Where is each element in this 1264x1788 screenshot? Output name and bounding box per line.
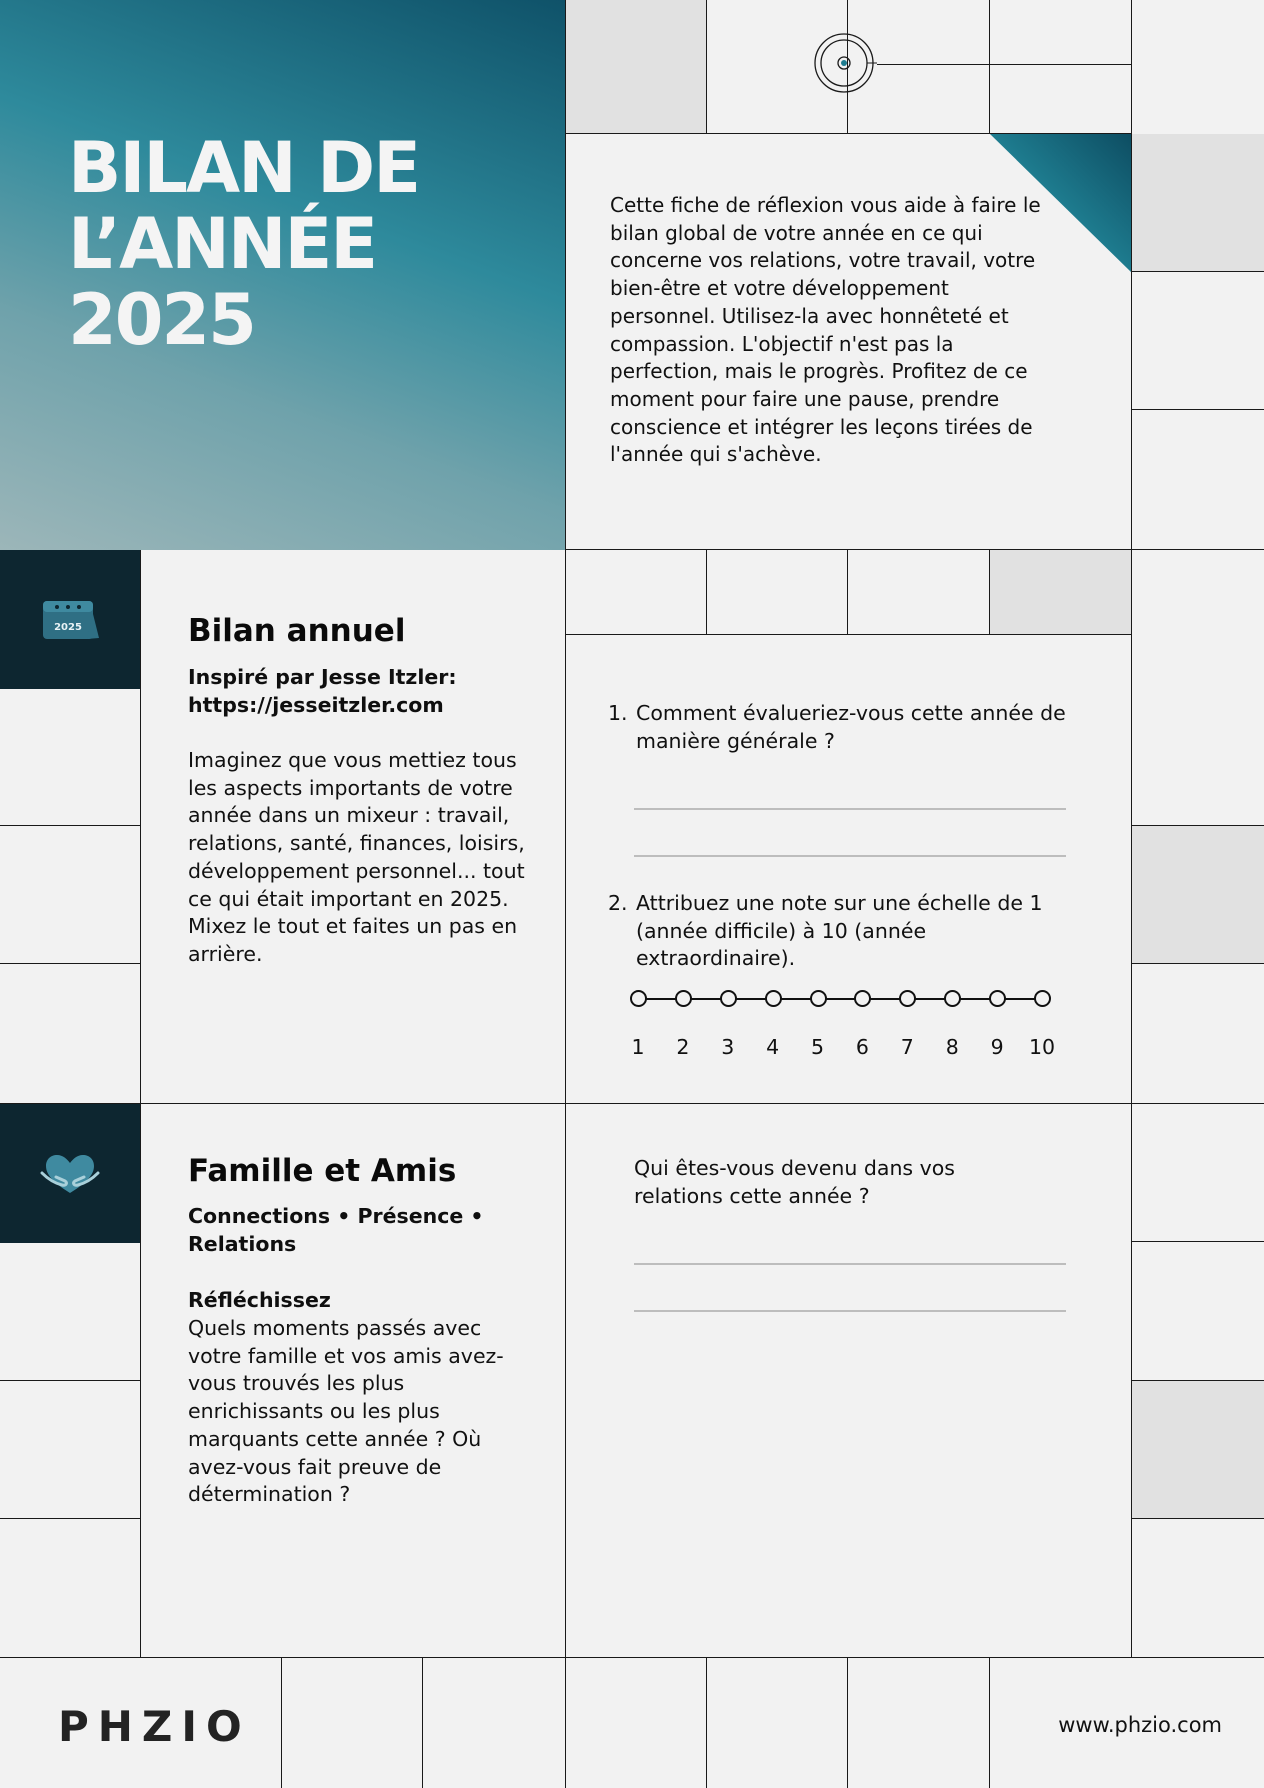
scale-number: 1 — [631, 1035, 645, 1059]
grid-line — [565, 549, 1264, 550]
section-body: Quels moments passés avec votre famille et vos amis avez-vous trouvés les plus enrichissants ou les plus marquants cette année ? Où avez-vous fait preuve de détermination ? — [188, 1316, 504, 1507]
grid-line — [1132, 825, 1264, 826]
question-1 — [608, 700, 1076, 755]
grid-line — [989, 0, 990, 133]
grid-line — [1131, 0, 1132, 1657]
scale-dot[interactable] — [810, 990, 827, 1007]
grid-line — [0, 1103, 1264, 1104]
scale-dot[interactable] — [1034, 990, 1051, 1007]
grid-line — [1132, 271, 1264, 272]
title-line: L’ANNÉE — [68, 203, 377, 285]
grid-line — [847, 550, 848, 634]
scale-dot[interactable] — [944, 990, 961, 1007]
grid-line — [1132, 963, 1264, 964]
scale-dot[interactable] — [675, 990, 692, 1007]
grid-line — [0, 825, 140, 826]
section-body: Imaginez que vous mettiez tous les aspects importants de votre année dans un mixeur : travail, relations, santé, finances, loisirs, développement personnel... tout ce qui était important en 2025. Mixez le tout et faites un pas en arrière. — [188, 748, 525, 966]
scale-dot[interactable] — [989, 990, 1006, 1007]
answer-line[interactable] — [634, 1310, 1066, 1312]
scale-number: 7 — [900, 1035, 914, 1059]
scale-dot[interactable] — [854, 990, 871, 1007]
heart-hands-icon — [40, 1149, 100, 1199]
grid-line — [565, 0, 566, 1788]
grid-line — [706, 550, 707, 634]
question-number: 2. — [608, 891, 628, 915]
section-subtitle: Connections • Présence • Relations — [188, 1204, 484, 1256]
question-2 — [608, 890, 1056, 973]
grid-line — [0, 1657, 1264, 1658]
grid-line — [877, 64, 990, 65]
grid-cell-shade — [1132, 134, 1264, 271]
scale-dot[interactable] — [765, 990, 782, 1007]
website-link[interactable]: www.phzio.com — [1058, 1713, 1222, 1737]
grid-line — [990, 64, 1131, 65]
grid-line — [1132, 1241, 1264, 1242]
rating-scale — [630, 990, 1070, 1070]
grid-line — [566, 133, 1131, 134]
grid-line — [140, 550, 141, 1657]
scale-number: 8 — [945, 1035, 959, 1059]
answer-line[interactable] — [634, 855, 1066, 857]
page-title — [68, 127, 420, 361]
brand-logo: PHZIO — [58, 1702, 251, 1751]
scale-line — [638, 998, 1042, 1000]
grid-line — [0, 963, 140, 964]
grid-line — [1132, 1380, 1264, 1381]
grid-line — [0, 1518, 140, 1519]
section-icon-box — [0, 1104, 140, 1243]
section-subtitle — [188, 664, 528, 719]
grid-line — [847, 96, 848, 133]
grid-line — [989, 1657, 990, 1788]
grid-line — [706, 0, 707, 133]
question-text: Attribuez une note sur une échelle de 1 (année difficile) à 10 (année extraordinaire). — [636, 891, 1043, 971]
grid-cell-shade — [990, 550, 1131, 634]
grid-line — [422, 1657, 423, 1788]
intro-text: Cette fiche de réflexion vous aide à faire le bilan global de votre année en ce qui concerne vos relations, votre travail, votre bien-être et votre développement personnel. Utilisez-la avec honnêteté et compassion. L'objectif n'est pas la perfection, mais le progrès. Profitez de ce moment pour faire une pause, prendre conscience et intégrer les leçons tirées de l'année qui s'achève. — [610, 193, 1041, 467]
grid-line — [1132, 409, 1264, 410]
target-icon — [811, 30, 877, 96]
grid-line — [281, 1657, 282, 1788]
section-title: Famille et Amis — [188, 1153, 457, 1189]
grid-line — [1132, 1518, 1264, 1519]
scale-number: 6 — [855, 1035, 869, 1059]
title-line: 2025 — [68, 279, 255, 361]
grid-cell-shade — [1132, 1380, 1264, 1518]
scale-number: 9 — [990, 1035, 1004, 1059]
grid-cell-shade — [566, 0, 706, 133]
question-relations: Qui êtes-vous devenu dans vos relations cette année ? — [634, 1156, 955, 1208]
answer-line[interactable] — [634, 1263, 1066, 1265]
question-text: Comment évalueriez-vous cette année de manière générale ? — [636, 701, 1066, 753]
scale-dot[interactable] — [899, 990, 916, 1007]
grid-line — [565, 634, 1131, 635]
grid-cell-shade — [1132, 826, 1264, 964]
reflect-label: Réfléchissez — [188, 1288, 331, 1312]
scale-number: 5 — [811, 1035, 825, 1059]
answer-line[interactable] — [634, 808, 1066, 810]
grid-line — [0, 1380, 140, 1381]
scale-dot[interactable] — [630, 990, 647, 1007]
scale-number: 4 — [766, 1035, 780, 1059]
subtitle-link[interactable]: https://jesseitzler.com — [188, 692, 444, 717]
scale-number: 3 — [721, 1035, 735, 1059]
grid-line — [847, 1657, 848, 1788]
scale-number: 2 — [676, 1035, 690, 1059]
scale-dot[interactable] — [720, 990, 737, 1007]
scale-number: 10 — [1028, 1035, 1056, 1059]
calendar-icon — [39, 598, 101, 642]
title-line: BILAN DE — [68, 127, 420, 209]
grid-line — [989, 550, 990, 634]
grid-line — [706, 1657, 707, 1788]
section-icon-box — [0, 550, 140, 689]
hero-banner — [0, 0, 565, 550]
calendar-year-label: 2025 — [54, 621, 82, 633]
section-title: Bilan annuel — [188, 613, 406, 649]
subtitle-line: Inspiré par Jesse Itzler: — [188, 665, 457, 689]
question-number: 1. — [608, 701, 628, 725]
